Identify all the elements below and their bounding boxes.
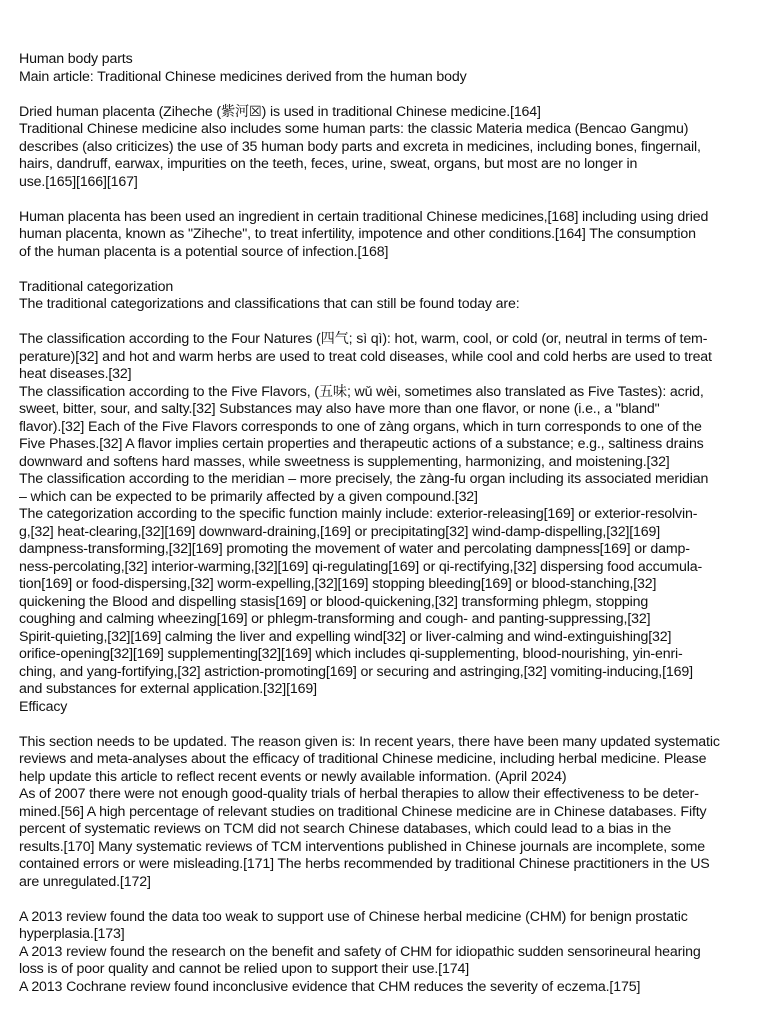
paragraph-gap xyxy=(19,314,749,332)
text-line: A 2013 review found the data too weak to support use of Chinese herbal medicine (CHM) for benign prostatic xyxy=(19,908,688,925)
text-line: This section needs to be updated. The reason given is: In recent years, there have been many updated systematic xyxy=(19,733,720,750)
text-line: Efficacy xyxy=(19,698,68,715)
text-line: – which can be expected to be primarily affected by a given compound.[32] xyxy=(19,488,478,505)
text-line: The classification according to the Five Flavors, (五味; wǔ wèi, sometimes also translated as Five Tastes): acrid, xyxy=(19,383,704,400)
text-line: downward and softens hard masses, while sweetness is supplementing, harmonizing, and moistening.[32] xyxy=(19,453,670,470)
text-line: sweet, bitter, sour, and salty.[32] Substances may also have more than one flavor, or none (i.e., a "bland" xyxy=(19,401,660,417)
text-block xyxy=(19,331,749,716)
text-line: results.[170] Many systematic reviews of TCM interventions published in Chinese journals are incomplete, some xyxy=(19,838,705,855)
text-block xyxy=(19,51,749,86)
document-body xyxy=(19,51,749,996)
text-line: use.[165][166][167] xyxy=(19,173,138,190)
text-line: loss is of poor quality and cannot be relied upon to support their use.[174] xyxy=(19,961,469,977)
text-line: percent of systematic reviews on TCM did not search Chinese databases, which could lead to a bias in the xyxy=(19,821,672,837)
text-line: are unregulated.[172] xyxy=(19,873,151,890)
text-line: ness-percolating,[32] interior-warming,[32][169] qi-regulating[169] or qi-rectifying,[32] dispersing food accumula- xyxy=(19,558,703,575)
text-line: The classification according to the Four Natures (四气; sì qì): hot, warm, cool, or cold (or, neutral in terms of tem- xyxy=(19,331,708,347)
text-block xyxy=(19,909,749,997)
text-line: help update this article to reflect recent events or newly available information. (April 2024) xyxy=(19,768,567,785)
text-line: dampness-transforming,[32][169] promoting the movement of water and percolating dampness[169] or damp- xyxy=(19,541,690,557)
text-line: contained errors or were misleading.[171] The herbs recommended by traditional Chinese practitioners in the US xyxy=(19,856,710,872)
text-line: g,[32] heat-clearing,[32][169] downward-draining,[169] or precipitating[32] wind-damp-dispelling,[32][169] xyxy=(19,523,661,540)
paragraph-gap xyxy=(19,86,749,104)
text-block xyxy=(19,209,749,262)
text-line: coughing and calming wheezing[169] or phlegm-transforming and cough- and panting-suppressing,[32] xyxy=(19,611,651,627)
paragraph-gap xyxy=(19,891,749,909)
text-line: Human placenta has been used an ingredient in certain traditional Chinese medicines,[168] including using dried xyxy=(19,208,709,225)
text-line: Dried human placenta (Ziheche (紫河☒) is used in traditional Chinese medicine.[164] xyxy=(19,103,541,120)
text-line: hyperplasia.[173] xyxy=(19,926,125,942)
text-line: A 2013 Cochrane review found inconclusive evidence that CHM reduces the severity of eczema.[175] xyxy=(19,978,641,995)
paragraph-gap xyxy=(19,191,749,209)
text-line: Traditional Chinese medicine also includes some human parts: the classic Materia medica (Bencao Gangmu) xyxy=(19,121,689,137)
text-line: Main article: Traditional Chinese medicines derived from the human body xyxy=(19,68,467,85)
text-line: The classification according to the meridian – more precisely, the zàng-fu organ including its associated meridian xyxy=(19,471,709,487)
text-line: The traditional categorizations and classifications that can still be found today are: xyxy=(19,296,520,312)
text-line: human placenta, known as "Ziheche", to treat infertility, impotence and other conditions.[164] The consumption xyxy=(19,226,696,242)
text-line: describes (also criticizes) the use of 35 human body parts and excreta in medicines, including bones, fingernail, xyxy=(19,138,701,155)
text-line: heat diseases.[32] xyxy=(19,366,132,382)
text-line: of the human placenta is a potential source of infection.[168] xyxy=(19,243,389,260)
text-line: mined.[56] A high percentage of relevant studies on traditional Chinese medicine are in Chinese databases. Fifty xyxy=(19,803,707,820)
text-block xyxy=(19,104,749,192)
text-line: Human body parts xyxy=(19,51,133,67)
paragraph-gap xyxy=(19,716,749,734)
text-line: and substances for external application.[32][169] xyxy=(19,681,317,697)
text-line: ching, and yang-fortifying,[32] astriction-promoting[169] or securing and astringing,[32] vomiting-inducing,[169] xyxy=(19,663,693,680)
text-line: hairs, dandruff, earwax, impurities on the teeth, feces, urine, sweat, organs, but most are no longer in xyxy=(19,156,638,172)
text-block xyxy=(19,734,749,892)
paragraph-gap xyxy=(19,261,749,279)
text-line: flavor).[32] Each of the Five Flavors corresponds to one of zàng organs, which in turn corresponds to one of the xyxy=(19,418,702,435)
text-line: quickening the Blood and dispelling stasis[169] or blood-quickening,[32] transforming phlegm, stopping xyxy=(19,593,649,610)
text-line: orifice-opening[32][169] supplementing[32][169] which includes qi-supplementing, blood-nourishing, yin-enri- xyxy=(19,646,683,662)
text-line: Five Phases.[32] A flavor implies certain properties and therapeutic actions of a substance; e.g., saltiness drains xyxy=(19,436,704,452)
text-line: reviews and meta-analyses about the efficacy of traditional Chinese medicine, including herbal medicine. Please xyxy=(19,751,707,767)
text-line: The categorization according to the specific function mainly include: exterior-releasing[169] or exterior-resolvin- xyxy=(19,506,698,522)
text-line: A 2013 review found the research on the benefit and safety of CHM for idiopathic sudden sensorineural hearing xyxy=(19,943,701,960)
text-line: perature)[32] and hot and warm herbs are used to treat cold diseases, while cool and cold herbs are used to treat xyxy=(19,348,712,365)
text-line: Spirit-quieting,[32][169] calming the liver and expelling wind[32] or liver-calming and wind-extinguishing[32] xyxy=(19,628,672,645)
text-line: Traditional categorization xyxy=(19,278,174,295)
text-block xyxy=(19,279,749,314)
text-line: As of 2007 there were not enough good-quality trials of herbal therapies to allow their effectiveness to be deter- xyxy=(19,786,699,802)
text-line: tion[169] or food-dispersing,[32] worm-expelling,[32][169] stopping bleeding[169] or blood-stanching,[32] xyxy=(19,576,657,592)
